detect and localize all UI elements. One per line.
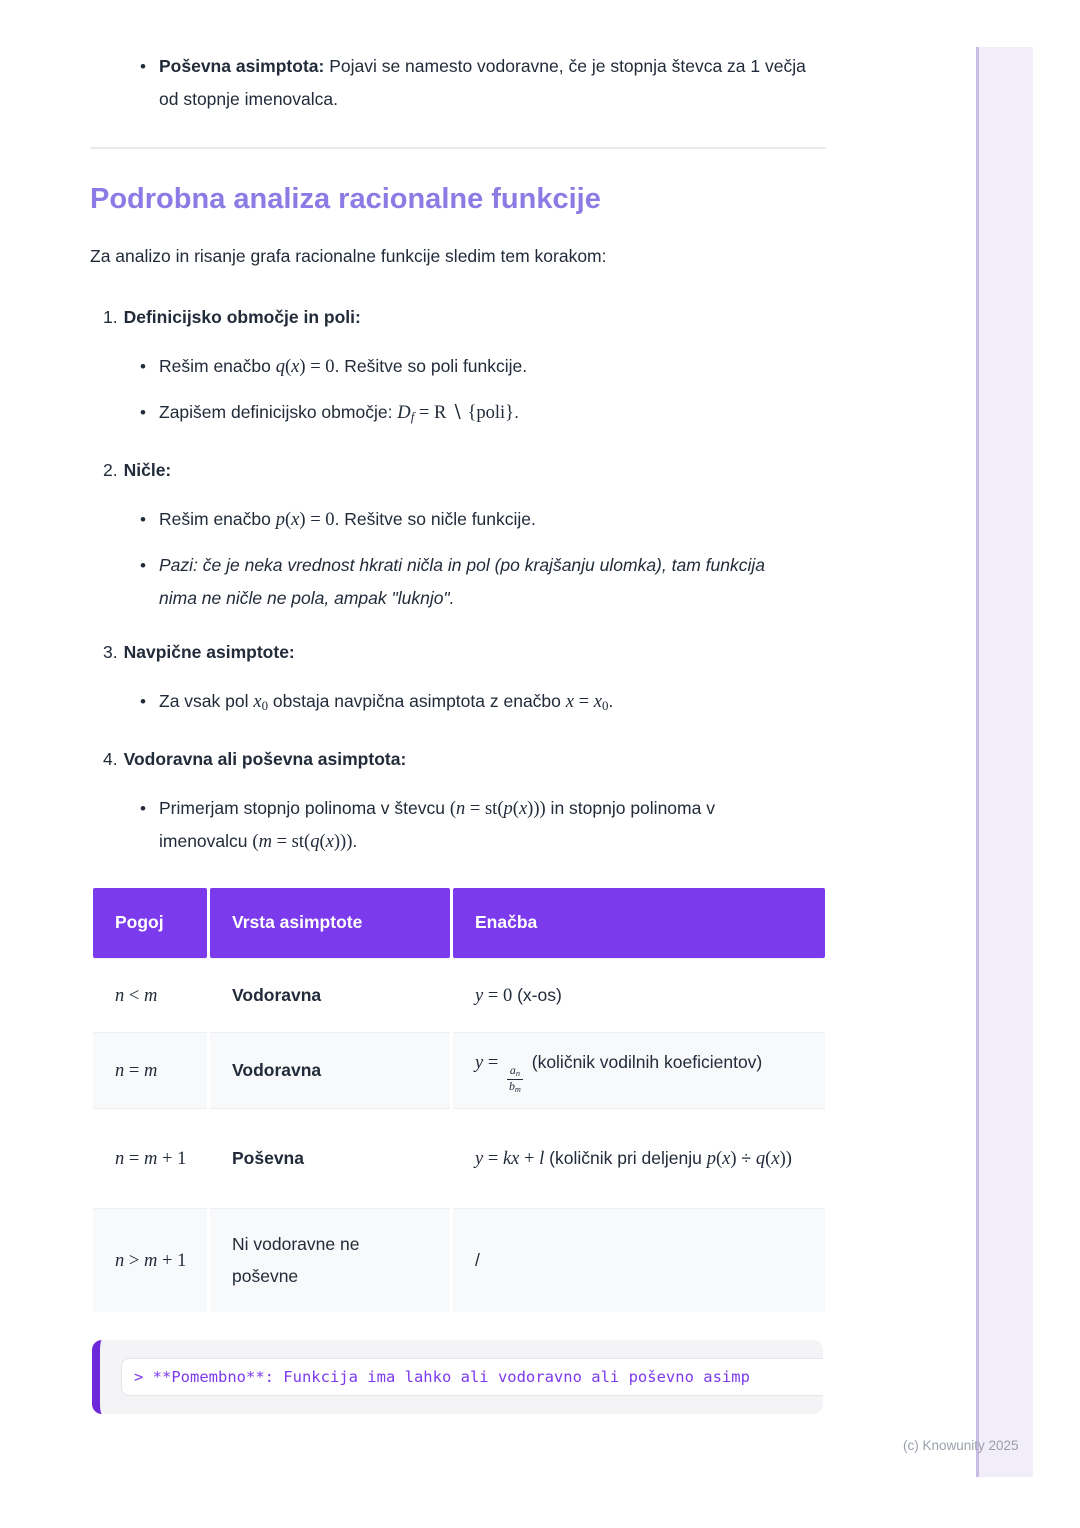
step-title: Ničle: xyxy=(123,459,172,480)
bullet-item: • Rešim enačbo p(x) = 0. Rešitve so ničle funkcije. xyxy=(138,503,802,536)
step-2-title xyxy=(90,457,826,483)
document-content xyxy=(90,0,826,1414)
step-3-bullets xyxy=(138,685,802,722)
table-row xyxy=(93,1208,825,1312)
table-row xyxy=(93,958,825,1032)
table-cell-condition: n < m xyxy=(93,958,207,1032)
step-4-title xyxy=(90,746,826,772)
step-4-bullets xyxy=(138,792,802,858)
step-number: 1. xyxy=(103,307,118,327)
table-cell-equation: / xyxy=(453,1208,825,1312)
section-heading: Podrobna analiza racionalne funkcije xyxy=(90,183,601,215)
table-cell-condition: n = m + 1 xyxy=(93,1108,207,1208)
bullet-item: • Primerjam stopnjo polinoma v števcu (n = st(p(x))) in stopnjo polinoma v imenovalcu (m = st(q(x))). xyxy=(138,792,802,858)
step-2 xyxy=(90,457,826,615)
table-cell-equation: y = 0 (x-os) xyxy=(453,958,825,1032)
code-block xyxy=(92,1340,823,1414)
page-margin-rail xyxy=(976,47,1033,1477)
table-cell-equation: y = $\frac{an}{bm}$ (količnik vodilnih koeficientov) xyxy=(453,1032,825,1108)
step-title: Definicijsko območje in poli: xyxy=(123,307,361,327)
bullet-item: • Pazi: če je neka vrednost hkrati ničla in pol (po krajšanju ulomka), tam funkcija nima ne ničle ne pola, ampak "luknjo". xyxy=(138,549,802,615)
bullet-item: • Rešim enačbo q(x) = 0. Rešitve so poli funkcije. xyxy=(138,350,802,383)
step-number: 3. xyxy=(103,641,118,662)
step-3 xyxy=(90,639,826,722)
code-text: > **Pomembno**: Funkcija ima lahko ali vodoravno ali poševno asimp xyxy=(134,1367,750,1386)
step-number: 4. xyxy=(103,748,118,769)
table-row xyxy=(93,1032,825,1108)
table-header-vrsta-asimptote: Vrsta asimptote xyxy=(210,888,450,958)
table-cell-equation: y = kx + l (količnik pri deljenju p(x) ÷ q(x)) xyxy=(453,1108,825,1208)
intro-bullet-list xyxy=(138,50,810,116)
table-cell-condition: n > m + 1 xyxy=(93,1208,207,1312)
step-1-bullets xyxy=(138,350,802,433)
table-header-enacba: Enačba xyxy=(453,888,825,958)
table-cell-type: Poševna xyxy=(210,1108,450,1208)
bullet-item: • Za vsak pol x0 obstaja navpična asimptota z enačbo x = x0. xyxy=(138,685,802,722)
step-title: Navpične asimptote: xyxy=(123,641,295,662)
table-row xyxy=(93,1108,825,1208)
step-1 xyxy=(90,304,826,433)
step-number: 2. xyxy=(103,459,118,480)
table-header-pogoj: Pogoj xyxy=(93,888,207,958)
bullet-item: • Zapišem definicijsko območje: Df = R ∖ {poli}. xyxy=(138,396,802,433)
lead-paragraph: Za analizo in risanje grafa racionalne funkcije sledim tem korakom: xyxy=(90,246,607,266)
table-cell-condition: n = m xyxy=(93,1032,207,1108)
asymptote-table xyxy=(93,888,825,1312)
table-cell-type: Ni vodoravne ne poševne xyxy=(210,1208,450,1312)
section-divider xyxy=(90,147,826,149)
step-3-title xyxy=(90,639,826,665)
copyright-footer: (c) Knowunity 2025 xyxy=(903,1438,1019,1453)
table-cell-type: Vodoravna xyxy=(210,958,450,1032)
code-line xyxy=(121,1358,823,1396)
step-4 xyxy=(90,746,826,858)
bullet-item-posevna-asimptota: • Poševna asimptota: Pojavi se namesto vodoravne, če je stopnja števca za 1 večja od stopnje imenovalca. xyxy=(138,50,810,116)
step-1-title xyxy=(90,304,826,330)
table-header-row xyxy=(93,888,825,958)
step-title: Vodoravna ali poševna asimptota: xyxy=(123,748,407,769)
table-cell-type: Vodoravna xyxy=(210,1032,450,1108)
step-2-bullets xyxy=(138,503,802,615)
